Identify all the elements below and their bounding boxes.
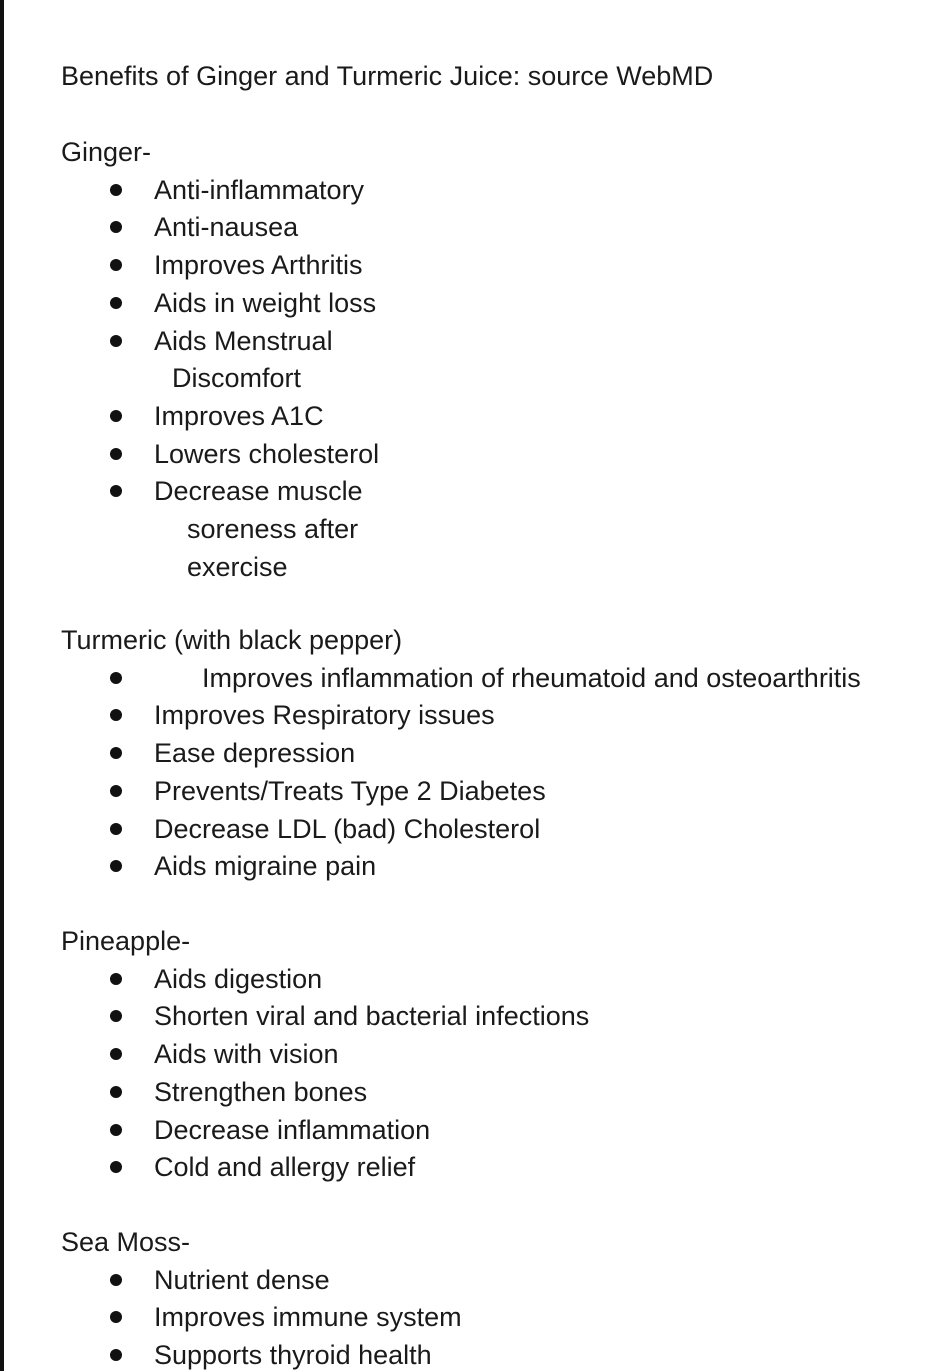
list-item: Nutrient dense (154, 1264, 330, 1295)
list-item: Anti-inflammatory (154, 174, 365, 205)
list-item: Improves inflammation of rheumatoid and osteoarthritis (202, 662, 861, 693)
list-item: Improves Arthritis (154, 250, 363, 281)
bullet-icon (110, 184, 122, 196)
list-item: Decrease inflammation (154, 1114, 431, 1145)
list-item: Shorten viral and bacterial infections (154, 1001, 590, 1032)
bullet-icon (110, 221, 122, 233)
bullet-icon (110, 335, 122, 347)
list-item: Decrease LDL (bad) Cholesterol (154, 813, 541, 844)
bullet-icon (110, 860, 122, 872)
list-item: Aids migraine pain (154, 851, 377, 882)
bullet-icon (110, 1349, 122, 1361)
bullet-icon (110, 973, 122, 985)
bullet-icon (110, 709, 122, 721)
bullet-icon (110, 1048, 122, 1060)
turmeric-heading: Turmeric (with black pepper) (61, 625, 403, 655)
bullet-icon (110, 448, 122, 460)
list-item-line: soreness after (187, 514, 359, 544)
bullet-icon (110, 1161, 122, 1173)
list-item: Strengthen bones (154, 1076, 368, 1107)
bullet-icon (110, 485, 122, 497)
list-item: Improves immune system (154, 1302, 462, 1333)
bullet-icon (110, 297, 122, 309)
list-item: Improves Respiratory issues (154, 700, 495, 731)
list-item: Cold and allergy relief (154, 1152, 416, 1183)
list-item: Aids in weight loss (154, 287, 377, 318)
ginger-heading: Ginger- (61, 137, 152, 167)
bullet-icon (110, 785, 122, 797)
list-item: Aids with vision (154, 1039, 339, 1070)
bullet-icon (110, 1010, 122, 1022)
bullet-icon (110, 1124, 122, 1136)
bullet-icon (110, 823, 122, 835)
list-item: Ease depression (154, 738, 356, 769)
list-item: Supports thyroid health (154, 1340, 432, 1371)
list-item-line: Decrease muscle (154, 476, 363, 507)
bullet-icon (110, 1274, 122, 1286)
document-title: Benefits of Ginger and Turmeric Juice: source WebMD (61, 61, 714, 91)
list-item: Aids digestion (154, 963, 323, 994)
bullet-icon (110, 410, 122, 422)
list-item-line: Aids Menstrual (154, 325, 333, 356)
list-item-line: exercise (187, 551, 288, 582)
bullet-icon (110, 1086, 122, 1098)
bullet-icon (110, 672, 122, 684)
bullet-icon (110, 747, 122, 759)
bullet-icon (110, 1311, 122, 1323)
sea-moss-heading: Sea Moss- (61, 1227, 191, 1257)
list-item: Improves A1C (154, 400, 324, 431)
pineapple-heading: Pineapple- (61, 926, 191, 956)
bullet-icon (110, 259, 122, 271)
list-item: Lowers cholesterol (154, 438, 380, 469)
list-item-line: Discomfort (172, 363, 302, 394)
list-item: Anti-nausea (154, 212, 299, 243)
list-item: Prevents/Treats Type 2 Diabetes (154, 775, 546, 806)
